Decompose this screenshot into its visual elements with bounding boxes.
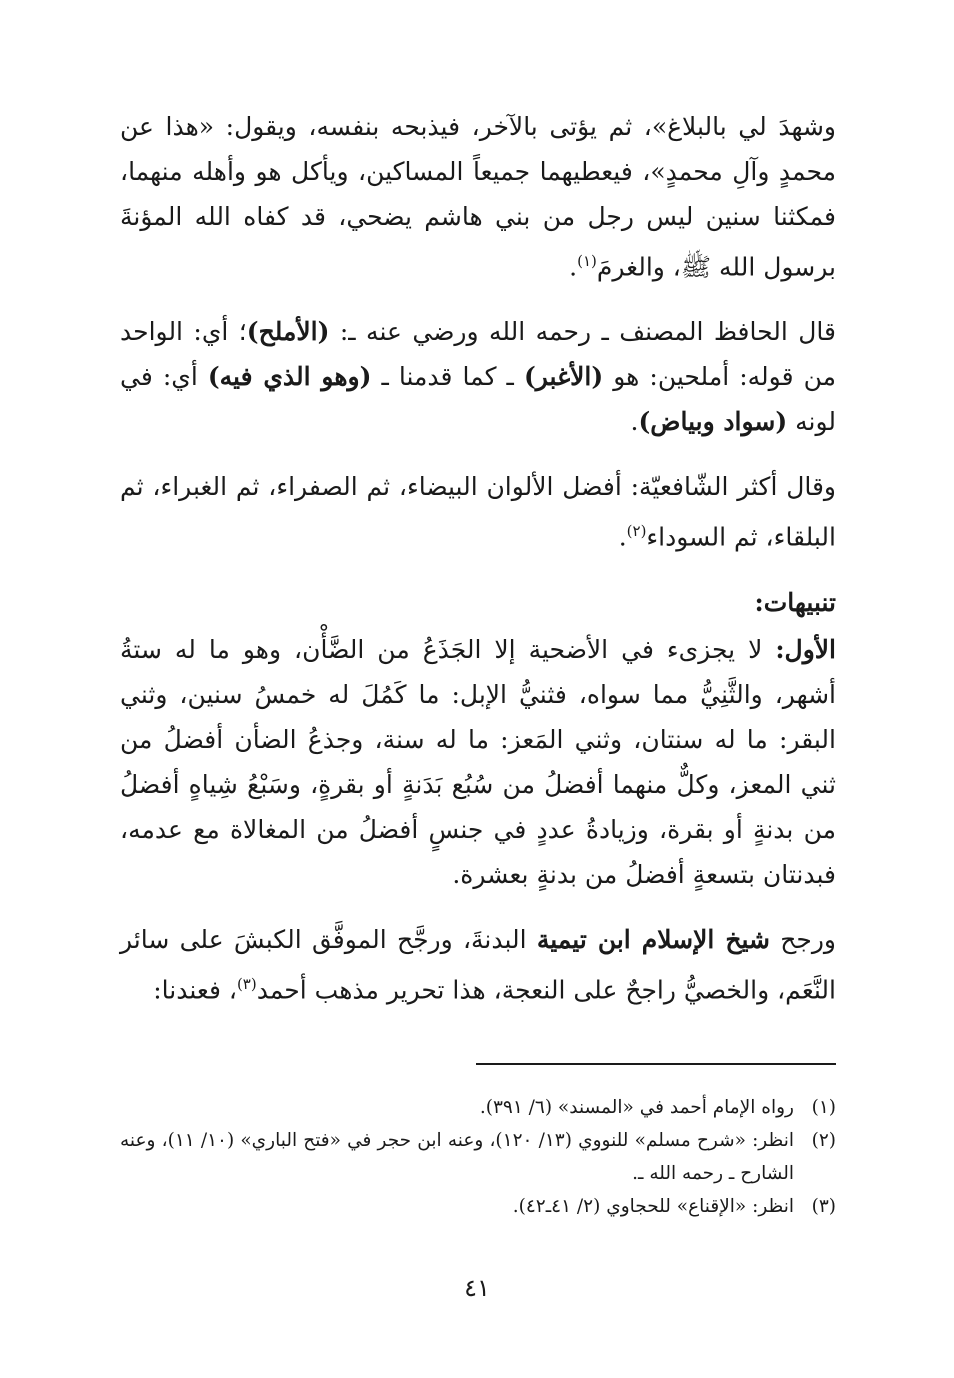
- paragraph-5-part-a: ورجح: [769, 924, 836, 954]
- page-number: ٤١: [464, 1274, 490, 1302]
- term-shaykh-al-islam: شيخ الإسلام ابن تيمية: [536, 924, 770, 954]
- footnote-ref-1[interactable]: (١): [577, 252, 597, 270]
- term-amlah: (الأملح): [246, 317, 330, 347]
- paragraph-3: وقال أكثر الشّافعيّة: أفضل الألوان البيضاء، ثم الصفراء، ثم الغبراء، ثم البلقاء، ثم السوداء$^{(٢)}$.: [120, 472, 836, 552]
- paragraph-4: [120, 627, 836, 897]
- footnote-number: (١): [811, 1097, 836, 1118]
- paragraph-5-part-d: ، فعندنا:: [153, 974, 237, 1004]
- term-aghbar: (الأغبر): [523, 362, 604, 392]
- paragraph-2-part-g: أي: في لونه: [120, 362, 836, 437]
- footnote-separator: [476, 1063, 836, 1065]
- paragraph-4-text: لا يجزىء في الأضحية إلا الجَذَعُ من الضَّأْن، وهو ما له ستةُ أشهر، والثَّنِيُّ مما سواه، فثنيُّ الإبل: ما كَمُلَ له خمسُ سنين، وثني البقر: ما له سنتان، وثني المَعز: ما له سنة، وجذعُ الضأن أفضلُ من ثني المعز، وكلٌّ منهما أفضلُ من سُبُع بَدَنةٍ أو بقرةٍ، وسَبْعُ شِياهٍ أفضلُ من بدنةٍ أو بقرة، وزيادةُ عددٍ في جنسٍ أفضلُ من المغالاة مع عدمه، فبدنتان بتسعةٍ أفضلُ من بدنةٍ بعشرة.: [120, 634, 836, 889]
- footnote-number: (٢): [811, 1130, 836, 1151]
- paragraph-2-part-c: ؛ أي: الواحد من قوله: أملحين: هو: [120, 317, 836, 392]
- footnote-number: (٣): [811, 1196, 836, 1217]
- footnote-2: [120, 1124, 836, 1190]
- paragraph-2: [120, 309, 836, 444]
- paragraph-2-part-e: ـ كما قدمنا ـ: [371, 362, 524, 392]
- footnote-ref-2[interactable]: (٢): [626, 522, 647, 541]
- paragraph-3-text: وقال أكثر الشّافعيّة: أفضل الألوان البيضاء، ثم الصفراء، ثم الغبراء، ثم البلقاء، ثم السوداء: [120, 472, 836, 552]
- footnote-text: انظر: «شرح مسلم» للنووي (١٣/ ١٢٠)، وعنه ابن حجر في «فتح الباري» (١٠/ ١١)، وعنه الشارح ـ رحمه الله ـ.: [120, 1130, 794, 1184]
- paragraph-5-part-c: البدنةَ، ورجَّح الموفَّق الكبشَ على سائر النَّعَم، والخصيُّ راجحٌ على النعجة، هذا تحرير مذهب أحمد: [120, 924, 836, 1004]
- term-sawad-wa-bayad: (سواد وبياض): [638, 407, 788, 437]
- footnote-text: رواه الإمام أحمد في «المسند» (٦/ ٣٩١).: [479, 1097, 794, 1118]
- section-heading: تنبيهات:: [754, 587, 836, 617]
- paragraph-1-text: وشهدَ لي بالبلاغ»، ثم يؤتى بالآخر، فيذبحه بنفسه، ويقول: «هذا عن محمدٍ وآلِ محمدٍ»، فيعطيهما جميعاً المساكين، ويأكل هو وأهله منهما، فمكثنا سنين ليس رجل من بني هاشم يضحي، قد كفاه الله المؤنةَ برسول الله ﷺ، والغرمَ: [120, 112, 836, 282]
- paragraph-2-part-a: قال الحافظ المصنف ـ رحمه الله ورضي عنه ـ:: [329, 317, 836, 347]
- footnote-1: [120, 1091, 836, 1124]
- paragraph-1: وشهدَ لي بالبلاغ»، ثم يؤتى بالآخر، فيذبحه بنفسه، ويقول: «هذا عن محمدٍ وآلِ محمدٍ»، فيعطيهما جميعاً المساكين، ويأكل هو وأهله منهما، فمكثنا سنين ليس رجل من بني هاشم يضحي، قد كفاه الله المؤنةَ برسول الله ﷺ، والغرمَ$^{(١)}$.: [120, 112, 836, 282]
- term-wahuwa-alladhi-fihi: (وهو الذي فيه): [207, 362, 372, 392]
- footnotes: [120, 1091, 836, 1223]
- paragraph-4-lead: الأول:: [775, 634, 836, 664]
- footnote-3: [120, 1190, 836, 1223]
- footnote-text: انظر: «الإقناع» للحجاوي (٢/ ٤١ـ٤٢).: [512, 1196, 794, 1217]
- footnote-ref-3[interactable]: (٣): [236, 974, 257, 993]
- paragraph-5: [120, 917, 836, 1012]
- paragraph-2-part-i: .: [630, 407, 639, 437]
